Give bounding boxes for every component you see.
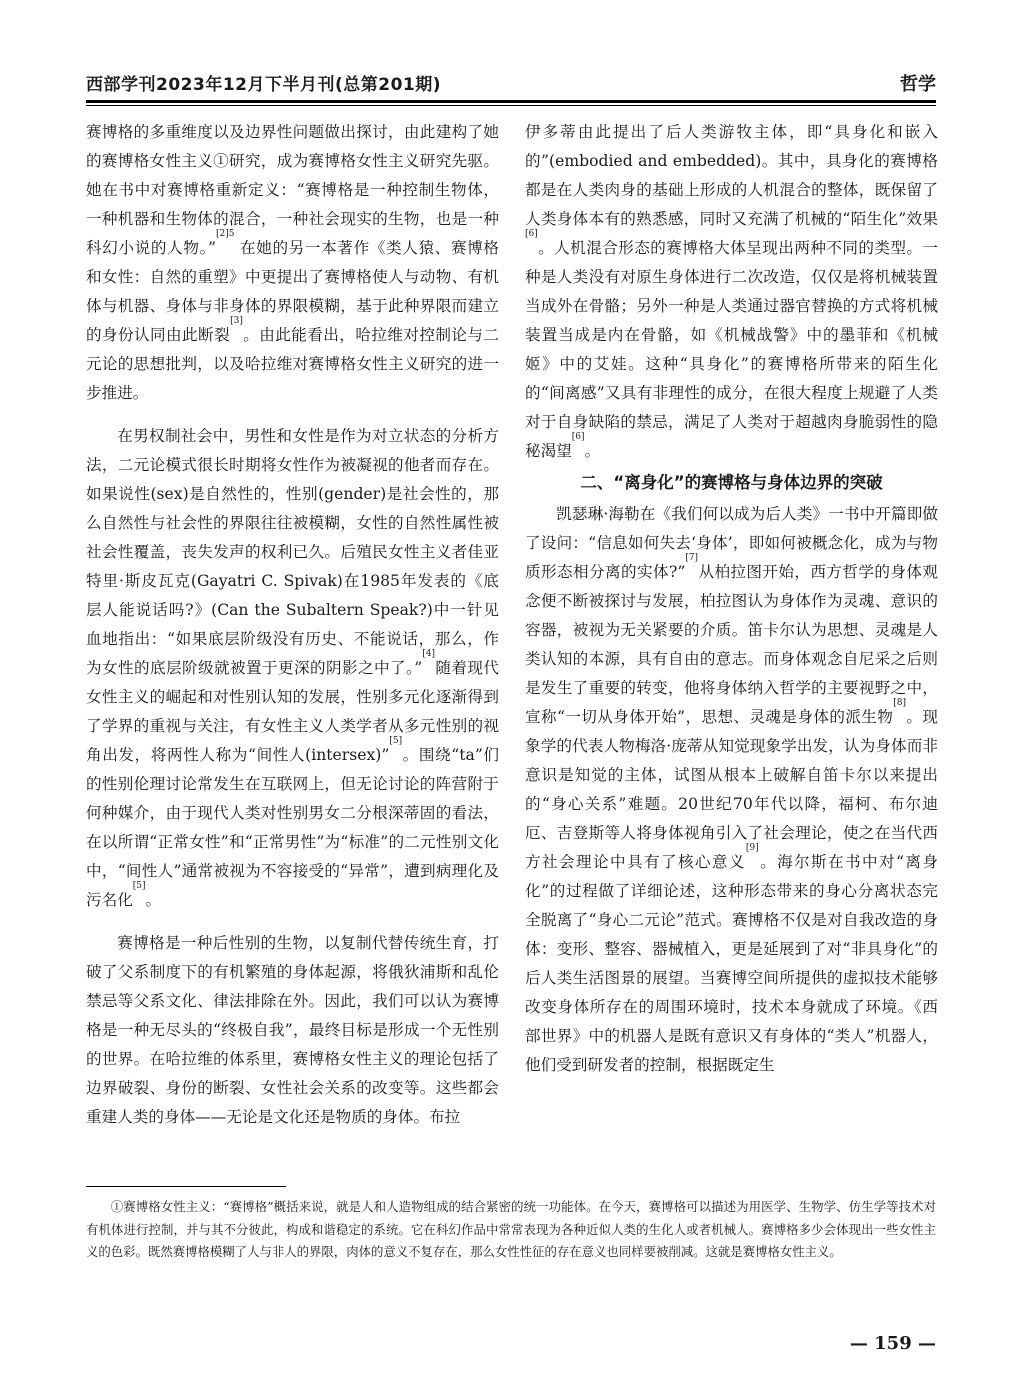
footnote-rule [86, 1186, 286, 1187]
running-header [86, 70, 936, 100]
section-label: 哲学 [900, 74, 936, 95]
header-rule [86, 100, 936, 103]
citation: [6] [525, 229, 538, 239]
footnote-text: ①赛博格女性主义：“赛博格”概括来说，就是人和人造物组成的结合紧密的统一功能体。在今天，赛博格可以描述为用医学、生物学、仿生学等技术对有机体进行控制，并与其不分彼此，构成和谐稳定的系统。它在科幻作品中常常表现为各种近似人类的生化人或者机械人。赛博格多少会体现出一些女性主义的色彩。既然赛博格模糊了人与非人的界限，肉体的意义不复存在，那么女性性征的存在意义也同样要被削减。这就是赛博格女性主义。 [86, 1199, 936, 1259]
citation: [3] [230, 316, 243, 326]
citation: [2]5 [215, 229, 235, 239]
paragraph: 赛博格是一种后性别的生物，以复制代替传统生育，打破了父系制度下的有机繁殖的身体起源，将俄狄浦斯和乱伦禁忌等父系文化、律法排除在外。因此，我们可以认为赛博格是一种无尽头的“终极自我”，最终目标是形成一个无性别的世界。在哈拉维的体系里，赛博格女性主义的理论包括了边界破裂、身份的断裂、女性社会关系的改变等。这些都会重建人类的身体——无论是文化还是物质的身体。布拉 [86, 934, 499, 1126]
left-column [86, 118, 499, 1132]
header-rule-thin [86, 105, 936, 106]
citation: [9] [745, 843, 759, 853]
paragraph: 赛博格的多重维度以及边界性问题做出探讨，由此建构了她的赛博格女性主义①研究，成为赛博格女性主义研究先驱。她在书中对赛博格重新定义：“赛博格是一种控制生物体，一种机器和生物体的混合，一种社会现实的生物，也是一种科幻小说的人物。”$^{[2]5}$ 在她的另一本著作《类人猿、赛博格和女性：自然的重塑》中更提出了赛博格使人与动物、有机体与机器、身体与非身体的界限模糊，基于此种界限而建立的身份认同由此断裂[3]。由此能看出，哈拉维对控制论与二元论的思想批判，以及哈拉维对赛博格女性主义研究的进一步推进。 [86, 123, 499, 402]
journal-title: 西部学刊2023年12月下半月刊(总第201期) [86, 75, 441, 95]
citation: [4] [422, 649, 435, 659]
citation: [5] [132, 881, 146, 891]
right-column [525, 118, 938, 1080]
page-number: — 159 — [849, 1333, 936, 1354]
paragraph: 伊多蒂由此提出了后人类游牧主体，即“具身化和嵌入的”(embodied and embedded)。其中，具身化的赛博格都是在人类肉身的基础上形成的人机混合的整体，既保留了人类身体本有的熟悉感，同时又充满了机械的“陌生化”效果[6]。人机混合形态的赛博格大体呈现出两种不同的类型。一种是人类没有对原生身体进行二次改造，仅仅是将机械装置当成外在骨骼；另外一种是人类通过器官替换的方式将机械装置当成是内在骨骼，如《机械战警》中的墨菲和《机械姬》中的艾娃。这种“具身化”的赛博格所带来的陌生化的“间离感”又具有非理性的成分，在很大程度上规避了人类对于自身缺陷的禁忌，满足了人类对于超越肉身脆弱性的隐秘渴望[6]。 [525, 123, 938, 460]
paragraph: 凯瑟琳·海勒在《我们何以成为后人类》一书中开篇即做了设问：“信息如何失去‘身体’，即如何被概念化，成为与物质形态相分离的实体?”[7]从柏拉图开始，西方哲学的身体观念便不断被探讨与发展，柏拉图认为身体作为灵魂、意识的容器，被视为无关紧要的介质。笛卡尔认为思想、灵魂是人类认知的本源，具有自由的意志。而身体观念自尼采之后则是发生了重要的转变，他将身体纳入哲学的主要视野之中，宣称“一切从身体开始”，思想、灵魂是身体的派生物[8]。现象学的代表人物梅洛·庞蒂从知觉现象学出发，认为身体而非意识是知觉的主体，试图从根本上破解自笛卡尔以来提出的“身心关系”难题。20世纪70年代以降，福柯、布尔迪厄、吉登斯等人将身体视角引入了社会理论，使之在当代西方社会理论中具有了核心意义[9]。海尔斯在书中对“离身化”的过程做了详细论述，这种形态带来的身心分离状态完全脱离了“身心二元论”范式。赛博格不仅是对自我改造的身体：变形、整容、器械植入，更是延展到了对“非具身化”的后人类生活图景的展望。当赛博空间所提供的虚拟技术能够改变身体所存在的周围环境时，技术本身就成了环境。《西部世界》中的机器人是既有意识又有身体的“类人”机器人，他们受到研发者的控制，根据既定生 [525, 505, 938, 1074]
citation: [5] [389, 736, 403, 746]
citation: [6] [571, 432, 585, 442]
section-heading: 二、“离身化”的赛博格与身体边界的突破 [580, 473, 883, 492]
paragraph: 在男权制社会中，男性和女性是作为对立状态的分析方法，二元论模式很长时期将女性作为被凝视的他者而存在。如果说性(sex)是自然性的，性别(gender)是社会性的，那么自然性与社会性的界限往往被模糊，女性的自然性属性被社会性覆盖，丧失发声的权利已久。后殖民女性主义者佳亚特里·斯皮瓦克(Gayatri C. Spivak)在1985年发表的《底层人能说话吗?》(Can the Subaltern Speak?)中一针见血地指出：“如果底层阶级没有历史、不能说话，那么，作为女性的底层阶级就被置于更深的阴影之中了。”[4]随着现代女性主义的崛起和对性别认知的发展，性别多元化逐渐得到了学界的重视与关注，有女性主义人类学者从多元性别的视角出发，将两性人称为“间性人(intersex)”[5]。围绕“ta”们的性别伦理讨论常发生在互联网上，但无论讨论的阵营附于何种媒介，由于现代人类对性别男女二分根深蒂固的看法，在以所谓“正常女性”和“正常男性”为“标准”的二元性别文化中，“间性人”通常被视为不容接受的“异常”，遭到病理化及污名化[5]。 [86, 427, 499, 909]
citation: [8] [893, 698, 907, 708]
citation: [7] [685, 553, 699, 563]
footnote [86, 1196, 936, 1264]
